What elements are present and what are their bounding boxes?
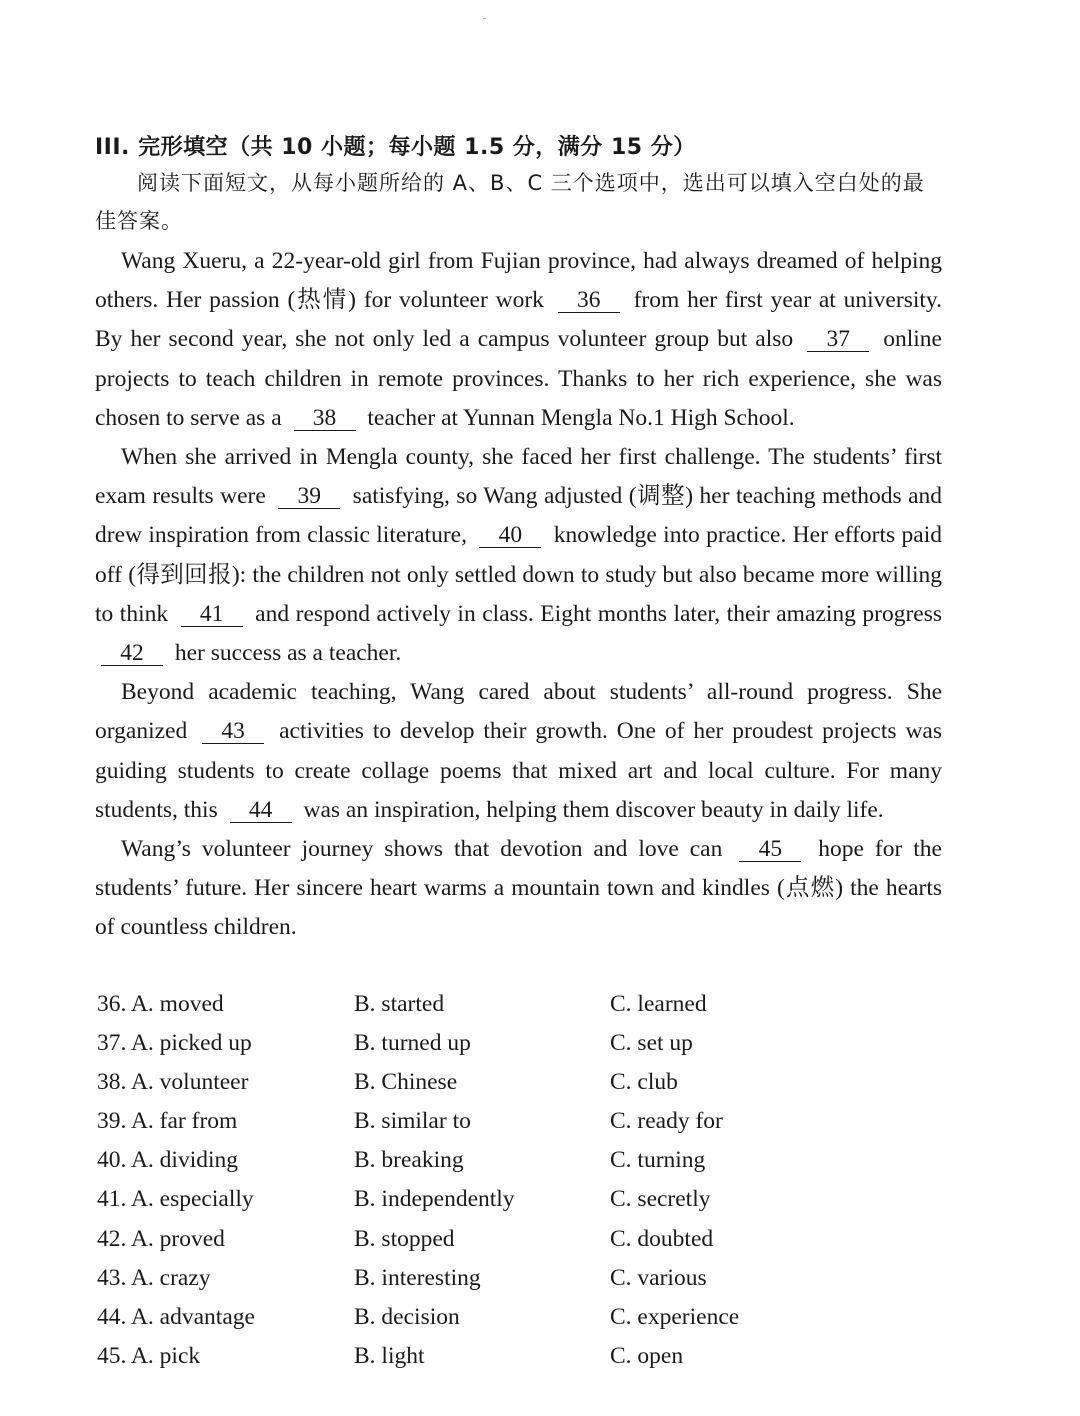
passage-text: satisfying, so Wang adjusted (调整) her teaching methods and drew inspiration from classic literature, bbox=[95, 483, 943, 549]
option-a: 45. A. pick bbox=[97, 1342, 201, 1369]
option-b: B. independently bbox=[354, 1186, 515, 1213]
scan-speck bbox=[483, 18, 486, 19]
answer-options bbox=[97, 985, 947, 1376]
passage-paragraph bbox=[95, 830, 942, 948]
blank-43: 43 bbox=[202, 719, 264, 744]
question-row bbox=[97, 1298, 947, 1337]
option-b: B. interesting bbox=[354, 1264, 481, 1291]
option-c: C. experience bbox=[610, 1303, 740, 1330]
option-b: B. stopped bbox=[354, 1225, 455, 1252]
passage-paragraph bbox=[95, 438, 942, 673]
option-c: C. secretly bbox=[610, 1186, 711, 1213]
question-row bbox=[97, 1024, 947, 1063]
passage-text: Beyond academic teaching, Wang cared about students’ all-round progress. She organized bbox=[95, 679, 942, 745]
option-a: 38. A. volunteer bbox=[97, 1069, 249, 1096]
question-row bbox=[97, 985, 947, 1024]
option-a: 37. A. picked up bbox=[97, 1030, 252, 1057]
blank-38: 38 bbox=[294, 406, 356, 431]
passage-text: knowledge into practice. Her efforts paid off (得到回报): the children not only settled down to study but also became more willing to think bbox=[95, 522, 943, 627]
option-b: B. light bbox=[354, 1342, 425, 1369]
option-b: B. breaking bbox=[354, 1147, 464, 1174]
cloze-passage bbox=[95, 242, 942, 948]
passage-text: teacher at Yunnan Mengla No.1 High School. bbox=[361, 404, 795, 431]
passage-text: from her first year at university. By her second year, she not only led a campus volunteer group but also bbox=[95, 287, 942, 353]
question-row bbox=[97, 1220, 947, 1259]
passage-paragraph bbox=[95, 242, 942, 438]
blank-36: 36 bbox=[558, 288, 620, 313]
passage-text: Wang Xueru, a 22-year-old girl from Fujian province, had always dreamed of helping others. Her passion (热情) for volunteer work bbox=[95, 248, 942, 314]
question-row bbox=[97, 1141, 947, 1180]
option-a: 43. A. crazy bbox=[97, 1264, 211, 1291]
option-b: B. similar to bbox=[354, 1108, 471, 1135]
passage-text: online projects to teach children in remote provinces. Thanks to her rich experience, she was chosen to serve as a bbox=[95, 326, 942, 431]
passage-text: her success as a teacher. bbox=[169, 640, 402, 667]
option-c: C. doubted bbox=[610, 1225, 714, 1252]
option-a: 44. A. advantage bbox=[97, 1303, 255, 1330]
option-a: 40. A. dividing bbox=[97, 1147, 239, 1174]
section-instructions: 阅读下面短文，从每小题所给的 A、B、C 三个选项中，选出可以填入空白处的最佳答案。 bbox=[95, 171, 925, 233]
option-c: C. ready for bbox=[610, 1108, 723, 1135]
option-c: C. club bbox=[610, 1069, 678, 1096]
option-b: B. turned up bbox=[354, 1030, 471, 1057]
passage-text: When she arrived in Mengla county, she faced her first challenge. The students’ first exam results were bbox=[95, 444, 942, 510]
option-a: 41. A. especially bbox=[97, 1186, 254, 1213]
blank-45: 45 bbox=[739, 837, 801, 862]
question-row bbox=[97, 1102, 947, 1141]
option-c: C. turning bbox=[610, 1147, 706, 1174]
option-a: 39. A. far from bbox=[97, 1108, 238, 1135]
passage-text: Wang’s volunteer journey shows that devotion and love can bbox=[121, 836, 734, 863]
passage-text: and respond actively in class. Eight months later, their amazing progress bbox=[248, 600, 942, 627]
blank-40: 40 bbox=[479, 523, 541, 548]
section-heading: III. 完形填空（共 10 小题；每小题 1.5 分，满分 15 分） bbox=[95, 135, 696, 160]
option-c: C. learned bbox=[610, 991, 707, 1017]
blank-37: 37 bbox=[807, 327, 869, 352]
passage-paragraph bbox=[95, 673, 942, 830]
question-row bbox=[97, 1337, 947, 1376]
option-a: 42. A. proved bbox=[97, 1225, 225, 1252]
blank-42: 42 bbox=[101, 641, 163, 666]
option-c: C. various bbox=[610, 1264, 707, 1291]
blank-41: 41 bbox=[181, 602, 243, 627]
question-row bbox=[97, 1180, 947, 1219]
passage-text: was an inspiration, helping them discover beauty in daily life. bbox=[297, 796, 884, 823]
option-c: C. open bbox=[610, 1342, 684, 1369]
passage-text: hope for the students’ future. Her sincere heart warms a mountain town and kindles (点燃) the hearts of countless children. bbox=[95, 836, 942, 941]
option-b: B. started bbox=[354, 991, 445, 1017]
option-c: C. set up bbox=[610, 1030, 693, 1057]
option-b: B. decision bbox=[354, 1303, 460, 1330]
option-b: B. Chinese bbox=[354, 1069, 458, 1096]
option-a: 36. A. moved bbox=[97, 991, 224, 1017]
question-row bbox=[97, 1063, 947, 1102]
question-row bbox=[97, 1259, 947, 1298]
passage-text: activities to develop their growth. One of her proudest projects was guiding students to create collage poems that mixed art and local culture. For many students, this bbox=[95, 718, 942, 823]
blank-44: 44 bbox=[230, 798, 292, 823]
blank-39: 39 bbox=[278, 484, 340, 509]
